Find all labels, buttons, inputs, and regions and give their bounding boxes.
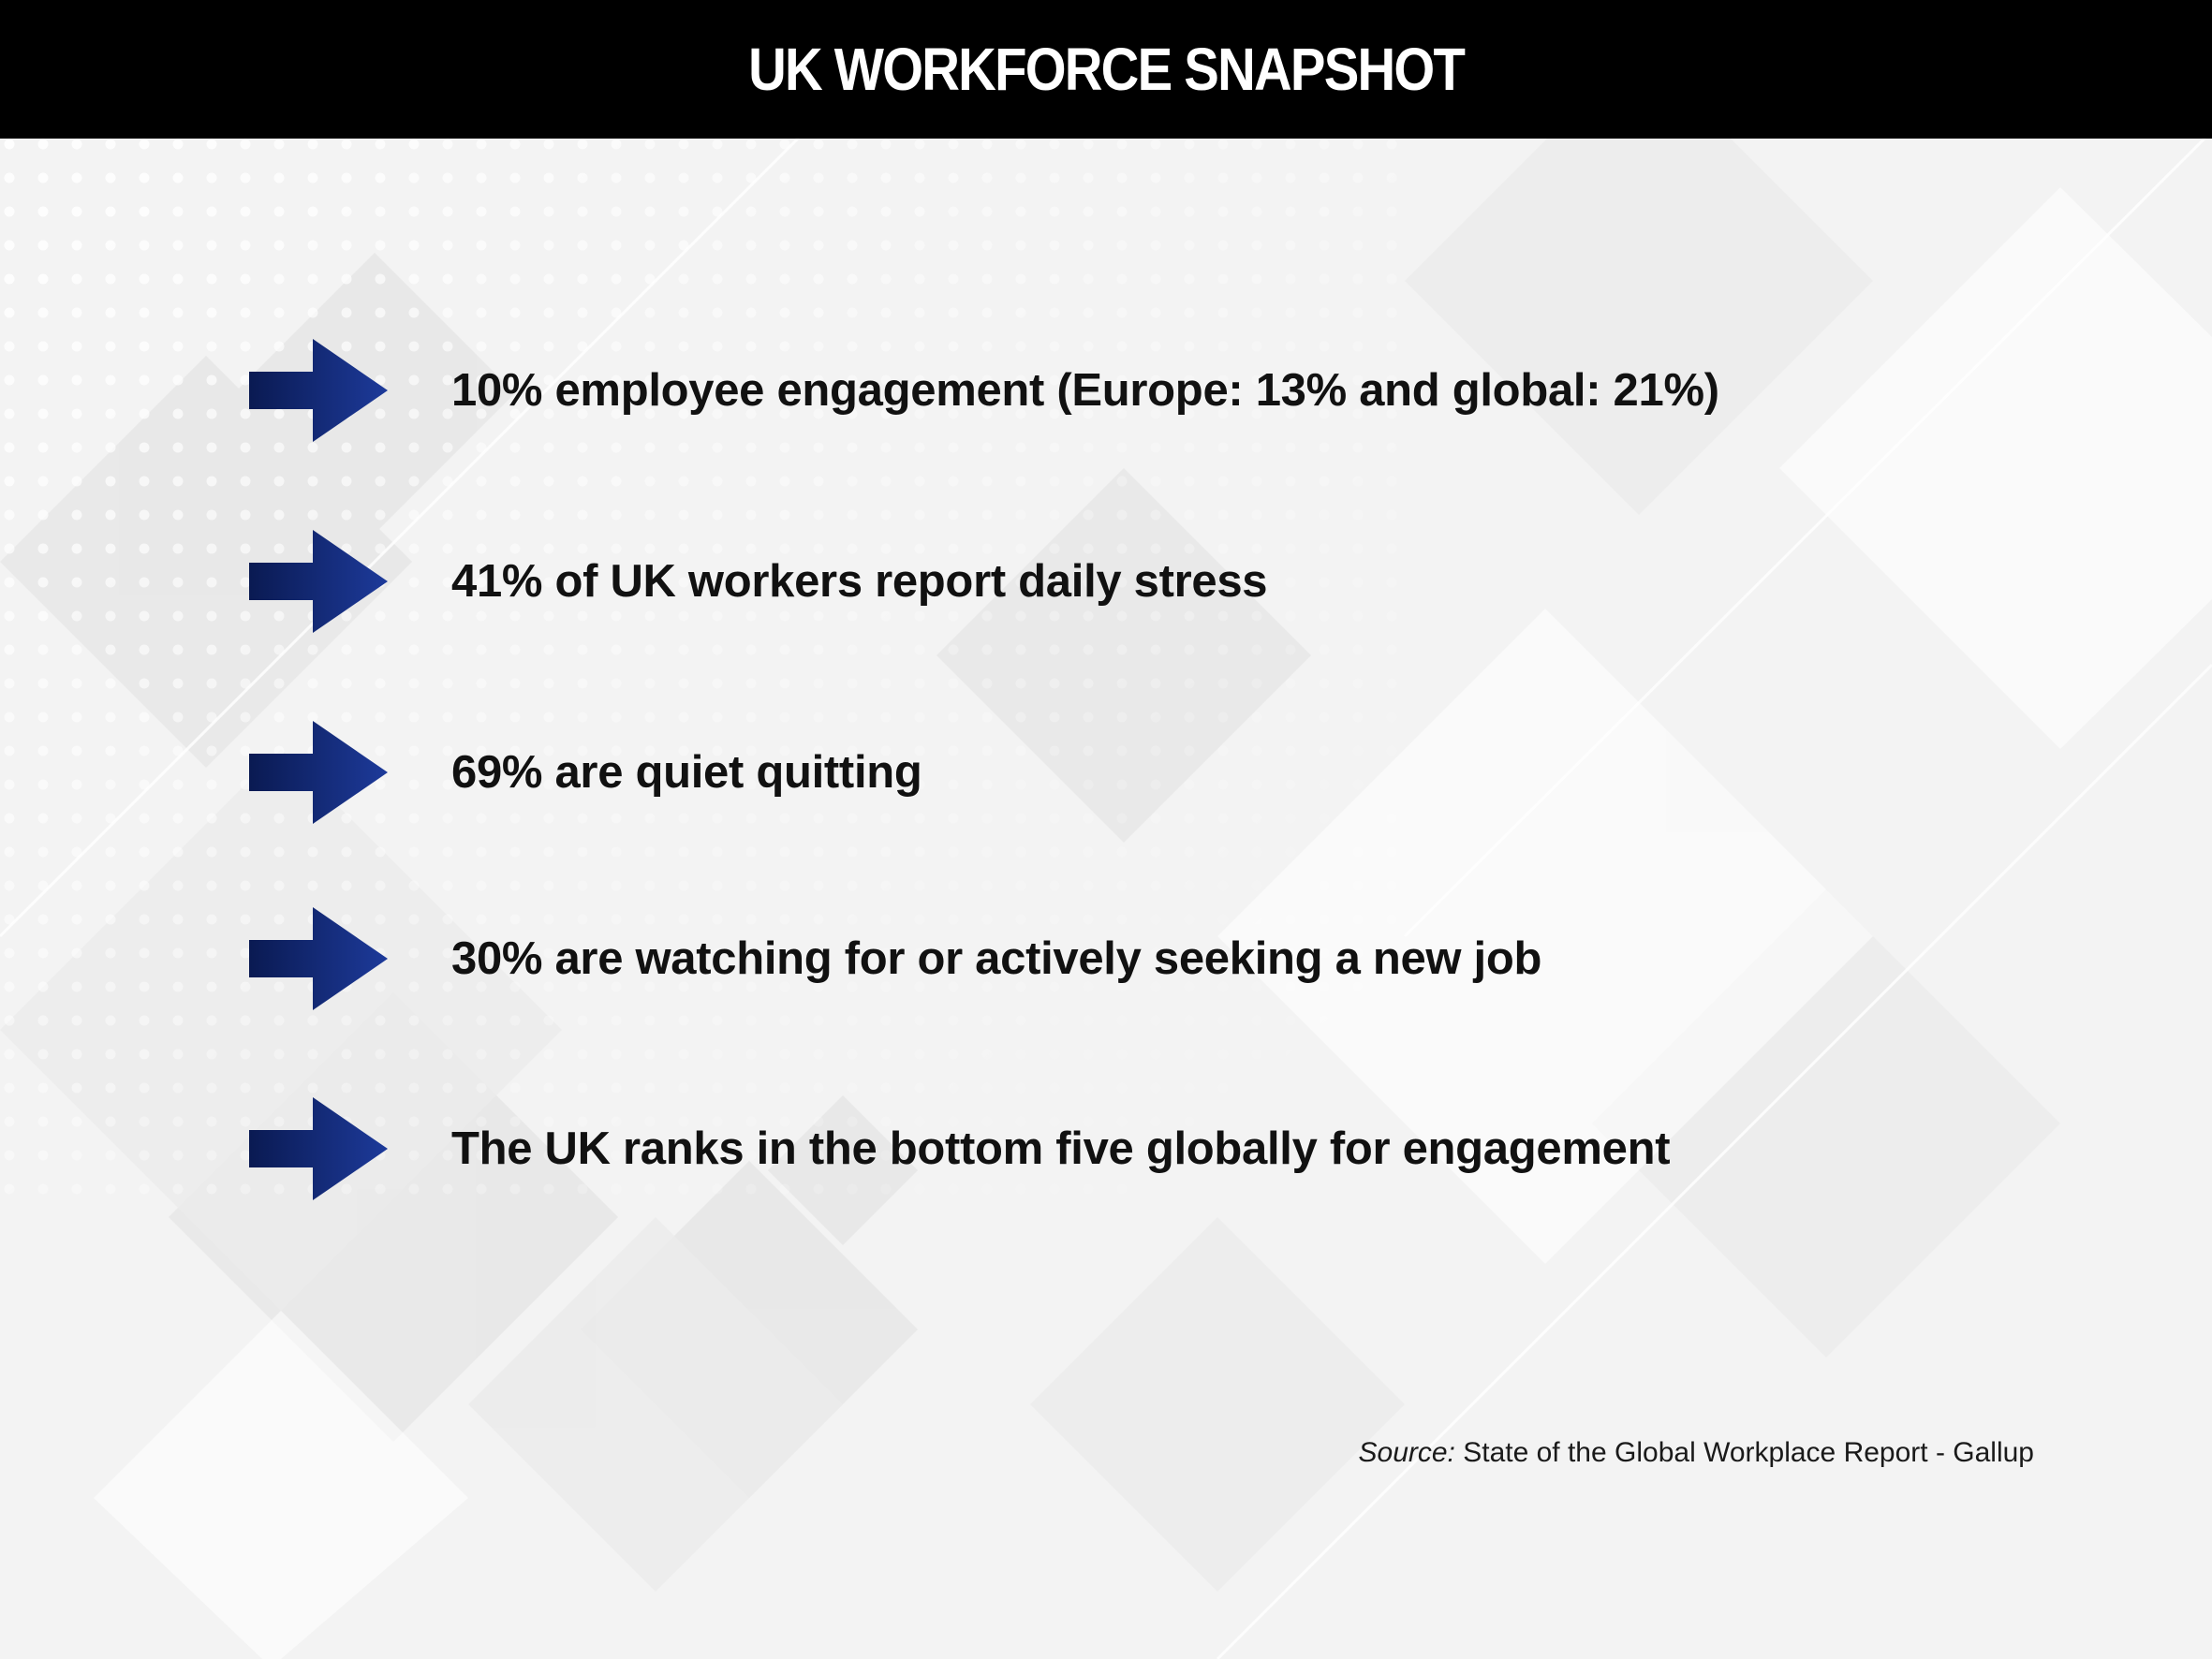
bullet-text: 10% employee engagement (Europe: 13% and global: 21%) [451,365,1719,416]
arrow-right-icon [249,530,388,633]
bullet-text: 69% are quiet quitting [451,747,922,798]
arrow-right-icon [249,907,388,1010]
source-label: Source: [1358,1437,1455,1468]
arrow-right-icon [249,339,388,442]
arrow-right-icon [249,721,388,824]
source-text: State of the Global Workplace Report - Gallup [1463,1437,2034,1468]
bullet-item [249,1097,1670,1200]
source-note [1359,1437,2035,1469]
bullet-text: 41% of UK workers report daily stress [451,556,1268,607]
bullet-item [249,907,1541,1010]
bullet-item [249,721,922,824]
title-bar [0,0,2212,139]
bullet-item [249,530,1267,633]
bullet-text: 30% are watching for or actively seeking a new job [451,933,1542,984]
bullet-text: The UK ranks in the bottom five globally for engagement [451,1123,1671,1174]
arrow-right-icon [249,1097,388,1200]
bullet-item [249,339,1719,442]
page-title: UK WORKFORCE SNAPSHOT [747,36,1465,103]
